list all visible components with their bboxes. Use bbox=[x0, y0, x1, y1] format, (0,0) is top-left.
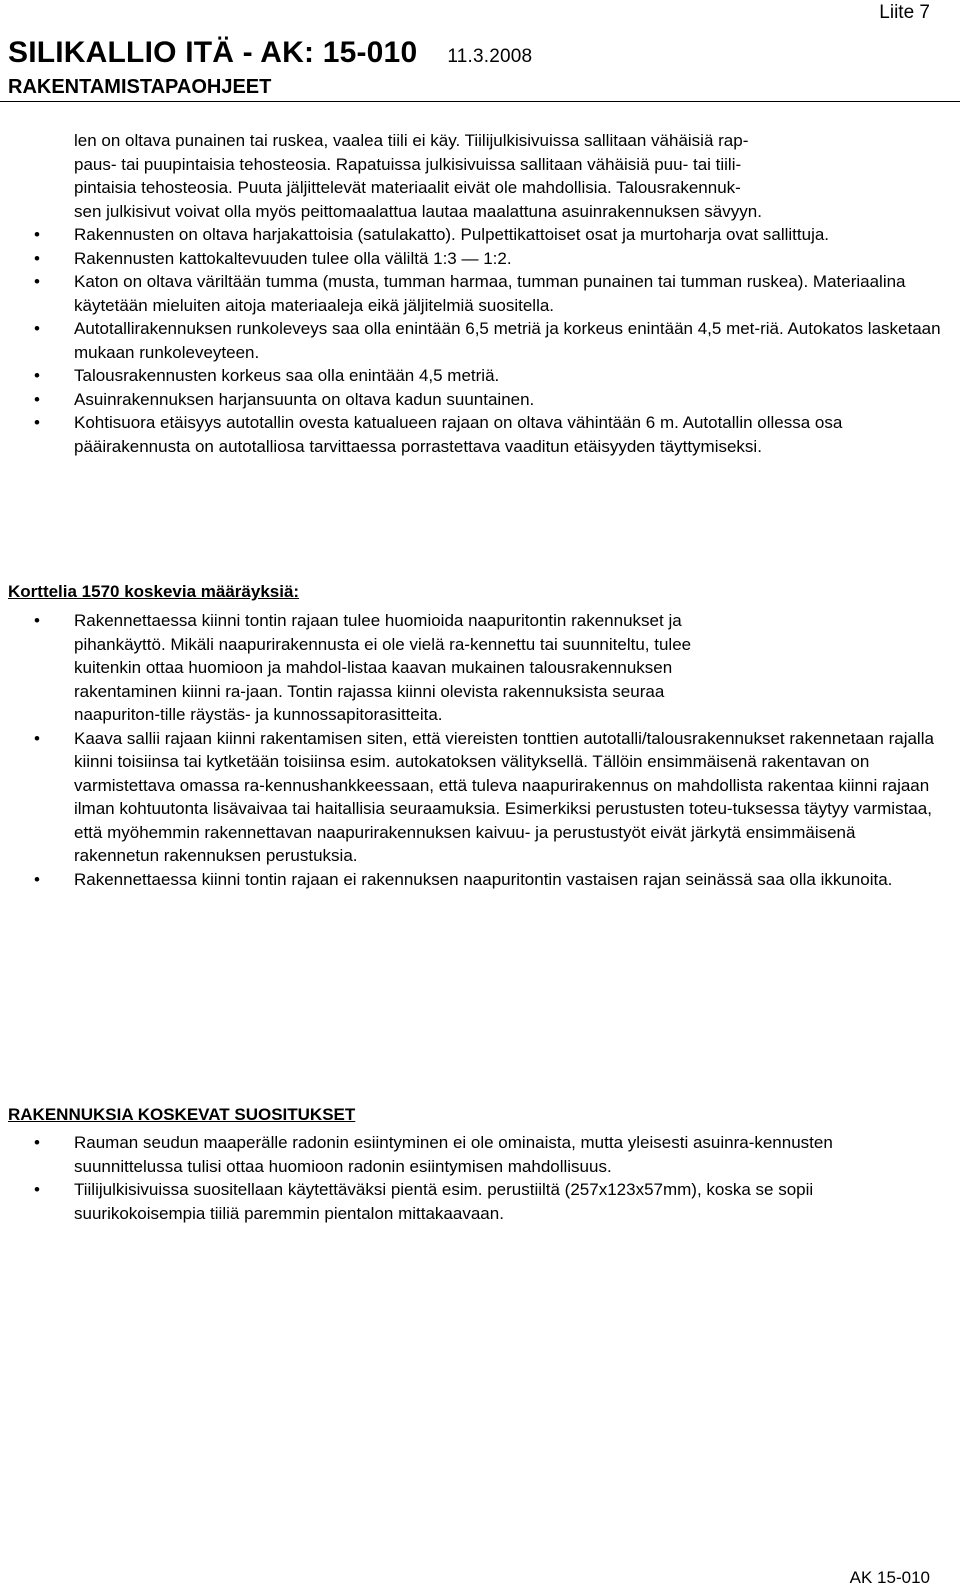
intro-line: paus- tai puupintaisia tehosteosia. Rapatuissa julkisivuissa sallitaan vähäisiä puu- tai tiili- bbox=[74, 154, 742, 174]
list-item: • Kohtisuora etäisyys autotallin ovesta katualueen rajaan on oltava vähintään 6 m. Autotallin ollessa osa pääirakennusta on autotalliosa tarvittaessa porrastettava vaaditun etäisyyden täyttymiseksi. bbox=[0, 411, 944, 458]
list-item: • Asuinrakennuksen harjansuunta on oltava kadun suuntainen. bbox=[0, 388, 944, 412]
bullet-list-3 bbox=[0, 1131, 944, 1225]
bullet-list-1 bbox=[0, 223, 944, 458]
list-item: • Talousrakennusten korkeus saa olla enintään 4,5 metriä. bbox=[0, 364, 944, 388]
intro-line: sen julkisivut voivat olla myös peittomaalattua lautaa maalattuna asuinrakennuksen sävyyn. bbox=[74, 201, 762, 221]
bullet-list-2a bbox=[0, 609, 944, 727]
document-subtitle: RAKENTAMISTAPAOHJEET bbox=[8, 76, 272, 98]
list-item: • Rauman seudun maaperälle radonin esiintyminen ei ole ominaista, mutta yleisesti asuinra-kennusten suunnittelussa tulisi ottaa huomioon radonin esiintymisen mahdollisuus. bbox=[0, 1131, 944, 1178]
list-item: • Rakennettaessa kiinni tontin rajaan ei rakennuksen naapuritontin vastaisen rajan seinässä saa olla ikkunoita. bbox=[0, 868, 944, 892]
bullet-list-2b bbox=[0, 727, 944, 892]
list-item: • Rakennettaessa kiinni tontin rajaan tulee huomioida naapuritontin rakennukset ja pihankäyttö. Mikäli naapurirakennusta ei ole vielä ra-kennettu tai suunniteltu, tulee kuitenkin ottaa huomioon ja mahdol-listaa kaavan mukainen talousrakennuksen rakentaminen kiinni ra-jaan. Tontin rajassa kiinni olevista rakennuksista seuraa naapuriton-tille räystäs- ja kunnossapitorasitteita. bbox=[0, 609, 724, 727]
section-3 bbox=[0, 1131, 944, 1225]
document-header bbox=[8, 36, 532, 99]
page-footer: AK 15-010 bbox=[849, 1568, 930, 1587]
document-title bbox=[8, 36, 532, 74]
intro-line: len on oltava punainen tai ruskea, vaalea tiili ei käy. Tiilijulkisivuissa sallitaan vähäisiä rap- bbox=[74, 131, 749, 150]
header-divider bbox=[0, 101, 960, 102]
list-item: • Rakennusten kattokaltevuuden tulee olla väliltä 1:3 — 1:2. bbox=[0, 247, 944, 271]
section-2-heading: Korttelia 1570 koskevia määräyksiä: bbox=[8, 582, 300, 601]
list-item: • Rakennusten on oltava harjakattoisia (satulakatto). Pulpettikattoiset osat ja murtoharja ovat sallittuja. bbox=[0, 223, 944, 247]
intro-line: pintaisia tehosteosia. Puuta jäljittelevät materiaalit eivät ole mahdollisia. Talousrakennuk- bbox=[74, 178, 741, 197]
list-item: • Tiilijulkisivuissa suositellaan käytettäväksi pientä esim. perustiiltä (257x123x57mm), koska se sopii suurikokoisempia tiiliä paremmin pientalon mittakaavaan. bbox=[0, 1178, 944, 1225]
list-item: • Katon on oltava väriltään tumma (musta, tumman harmaa, tumman punainen tai tumman ruskea). Materiaalina käytetään mieluiten aitoja materiaaleja eikä jäljitelmiä suositella. bbox=[0, 270, 944, 317]
section-2 bbox=[0, 609, 944, 891]
title-text: SILIKALLIO ITÄ - AK: 15-010 bbox=[8, 36, 418, 69]
appendix-label: Liite 7 bbox=[879, 2, 930, 23]
list-item: • Kaava sallii rajaan kiinni rakentamisen siten, että viereisten tonttien autotalli/talousrakennukset rakennetaan rajalla kiinni toisiinsa tai kytketään toisiinsa esim. autokatoksen välityksellä. Tällöin ensimmäisenä rakentavan on varmistettava omassa ra-kennushankkeessaan, että tuleva naapurirakennus on mahdollista rakentaa kiinni rajaan ilman kohtuutonta lisävaivaa tai haitallisia seuraamuksia. Esimerkiksi perustusten toteu-tuksessa täytyy varmistaa, että myöhemmin rakennettavan naapurirakennuksen kaivuu- ja perustustyöt eivät järkytä ensimmäisenä rakennetun rakennuksen perustuksia. bbox=[0, 727, 944, 868]
intro-paragraph bbox=[74, 129, 944, 223]
list-item: • Autotallirakennuksen runkoleveys saa olla enintään 6,5 metriä ja korkeus enintään 4,5 met-riä. Autokatos lasketaan mukaan runkoleveyteen. bbox=[0, 317, 944, 364]
section-3-heading: RAKENNUKSIA KOSKEVAT SUOSITUKSET bbox=[8, 1105, 356, 1124]
section-1 bbox=[0, 129, 944, 458]
document-date: 11.3.2008 bbox=[447, 46, 533, 67]
